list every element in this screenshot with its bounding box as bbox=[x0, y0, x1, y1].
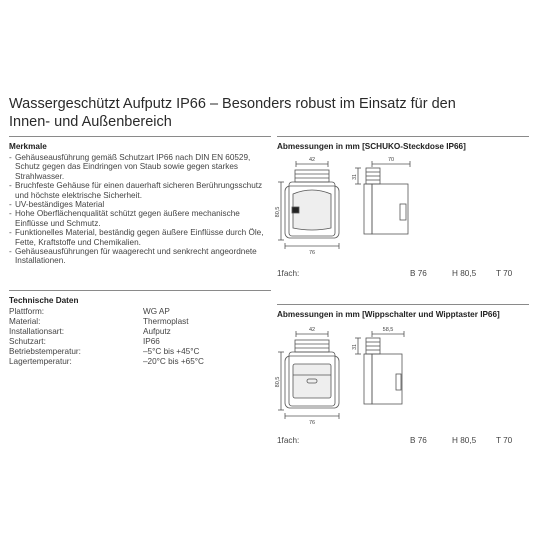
tech-row-lagertemperatur bbox=[9, 357, 269, 367]
tech-label: Betriebstemperatur: bbox=[9, 347, 81, 356]
merkmal-item: - Gehäuseausführung gemäß Schutzart IP66 nach DIN EN 60529, Schutz gegen das Eindringen von Staub sowie gegen starkes Strahlwasser. bbox=[9, 153, 271, 181]
divider-technische-daten bbox=[9, 290, 271, 291]
page-title: Wassergeschützt Aufputz IP66 – Besonders robust im Einsatz für den Innen- und Außenbereich bbox=[9, 96, 456, 130]
tech-row-material bbox=[9, 317, 269, 327]
divider-dim1 bbox=[277, 136, 529, 137]
tech-row-installationsart bbox=[9, 327, 269, 337]
merkmal-item: - Bruchfeste Gehäuse für einen dauerhaft sicheren Berührungsschutz und höchste elektrische Sicherheit. bbox=[9, 181, 271, 200]
tech-label: Installationsart: bbox=[9, 327, 65, 336]
dim2-row-1fach bbox=[277, 436, 527, 446]
switch-side-drawing bbox=[352, 322, 432, 432]
dim1-row-t: T 70 bbox=[496, 269, 513, 278]
tech-value: –20°C bis +65°C bbox=[143, 357, 204, 366]
dim2-row-b: B 76 bbox=[410, 436, 427, 445]
tech-value: Aufputz bbox=[143, 327, 171, 336]
dim2-depth: 58,5 bbox=[382, 327, 394, 333]
dim2-heading: Abmessungen in mm [Wippschalter und Wipptaster IP66] bbox=[277, 310, 500, 319]
tech-row-plattform bbox=[9, 307, 269, 317]
merkmale-heading: Merkmale bbox=[9, 142, 47, 151]
dim2-width-top: 42 bbox=[308, 327, 316, 333]
merkmal-item: - Hohe Oberflächenqualität schützt gegen äußere mechanische Einflüsse und Schmutz. bbox=[9, 209, 271, 228]
dim2-row-h: H 80,5 bbox=[452, 436, 477, 445]
merkmale-list bbox=[9, 153, 271, 266]
merkmal-item: - Funktionelles Material, beständig gegen äußere Einflüsse durch Öle, Fette, Kraftstoffe und Chemikalien. bbox=[9, 228, 271, 247]
divider-merkmale bbox=[9, 136, 271, 137]
technische-daten-heading: Technische Daten bbox=[9, 296, 79, 305]
tech-label: Schutzart: bbox=[9, 337, 46, 346]
tech-row-betriebstemperatur bbox=[9, 347, 269, 357]
merkmal-item: - Gehäuseausführungen für waagerecht und senkrecht angeordnete Installationen. bbox=[9, 247, 271, 266]
dim2-row-label: 1fach: bbox=[277, 436, 300, 445]
tech-value: IP66 bbox=[143, 337, 160, 346]
dim1-row-label: 1fach: bbox=[277, 269, 300, 278]
dim1-row-b: B 76 bbox=[410, 269, 427, 278]
dim2-height: 80,5 bbox=[275, 376, 281, 388]
merkmal-item: - UV-beständiges Material bbox=[9, 200, 271, 209]
dim1-heading: Abmessungen in mm [SCHUKO-Steckdose IP66] bbox=[277, 142, 466, 151]
dim1-width-bottom: 76 bbox=[308, 250, 316, 256]
dim2-row-t: T 70 bbox=[496, 436, 513, 445]
dim2-width-bottom: 76 bbox=[308, 420, 316, 426]
tech-value: WG AP bbox=[143, 307, 170, 316]
dim1-height: 80,5 bbox=[275, 206, 281, 218]
tech-row-schutzart bbox=[9, 337, 269, 347]
dim2-side-height: 31 bbox=[352, 344, 358, 350]
socket-side-drawing bbox=[352, 152, 432, 262]
tech-label: Lagertemperatur: bbox=[9, 357, 72, 366]
dim1-depth: 70 bbox=[387, 157, 395, 163]
dim1-width-top: 42 bbox=[308, 157, 316, 163]
tech-value: –5°C bis +45°C bbox=[143, 347, 200, 356]
dim1-row-1fach bbox=[277, 269, 527, 279]
dim1-row-h: H 80,5 bbox=[452, 269, 477, 278]
tech-value: Thermoplast bbox=[143, 317, 189, 326]
divider-dim2 bbox=[277, 304, 529, 305]
tech-label: Material: bbox=[9, 317, 41, 326]
dim1-side-height: 31 bbox=[352, 174, 358, 180]
tech-label: Plattform: bbox=[9, 307, 45, 316]
